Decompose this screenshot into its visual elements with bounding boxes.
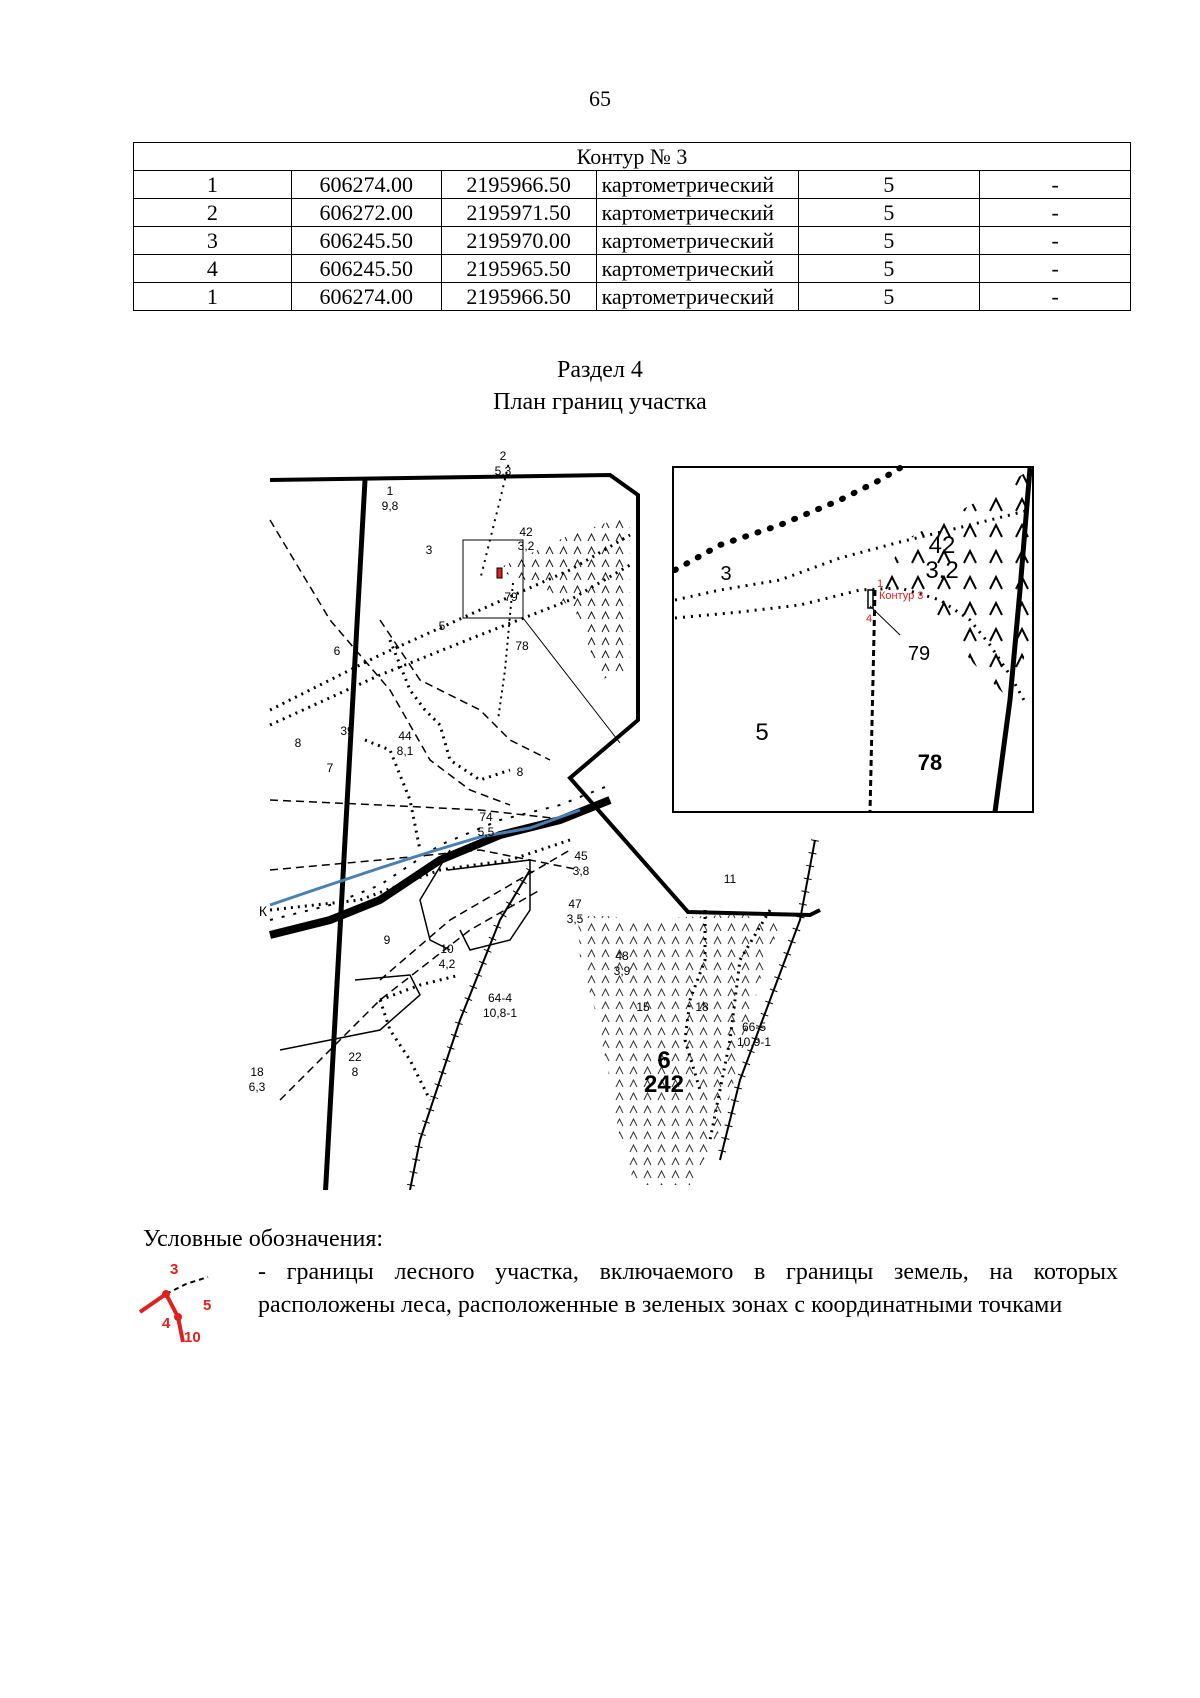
inset-quarter-area: 3,2 [925, 557, 959, 584]
quarter-area: 3,2 [517, 539, 535, 553]
coord-y: 2195966.50 [441, 171, 596, 199]
note: - [980, 199, 1131, 227]
inset-map [673, 467, 1033, 812]
method: картометрический [596, 171, 798, 199]
quarter-area: 3,9 [613, 964, 631, 978]
quarter-number: 11 [723, 872, 737, 886]
quarter-area: 8 [351, 1065, 359, 1079]
quarter-number: 8 [294, 736, 302, 750]
boundary-plan-map [180, 440, 1080, 1195]
quarter-number: 47 [568, 897, 582, 911]
quarter-area: 3,5 [566, 912, 584, 926]
quarter-number: 78 [515, 639, 529, 653]
quarter-number: 9 [383, 933, 391, 947]
coord-x: 606245.50 [291, 255, 441, 283]
note: - [980, 283, 1131, 311]
quarter-number: 18 [695, 1000, 709, 1014]
note: - [980, 171, 1131, 199]
point-number: 1 [134, 283, 292, 311]
quarter-number: 22 [348, 1050, 362, 1064]
quarter-number: 39 [340, 724, 354, 738]
point-number: 3 [134, 227, 292, 255]
coord-y: 2195965.50 [441, 255, 596, 283]
river-letter: К [258, 903, 268, 919]
boundary-legend-icon [138, 1262, 228, 1347]
quarter-number: 18 [250, 1065, 264, 1079]
quarter-number: 45 [574, 849, 588, 863]
inset-quarter-number: 3 [720, 563, 732, 585]
legend-heading: Условные обозначения: [143, 1226, 384, 1252]
quarter-area: 5,5 [477, 825, 495, 839]
inset-quarter-number: 79 [907, 643, 931, 665]
inset-quarter-number: 42 [928, 532, 956, 559]
quarter-number: 8 [516, 765, 524, 779]
coord-x: 606245.50 [291, 227, 441, 255]
quarter-area: 4,2 [438, 957, 456, 971]
note: - [980, 255, 1131, 283]
quarter-number: 64-4 [487, 991, 513, 1005]
inset-quarter-number: 78 [917, 750, 943, 775]
inset-point-label: 1 [877, 578, 884, 590]
point-number: 4 [134, 255, 292, 283]
coord-y: 2195966.50 [441, 283, 596, 311]
contour-label: Контур 3 [879, 590, 924, 602]
table-row [134, 227, 1131, 255]
table-row [134, 283, 1131, 311]
quarter-number: 48 [615, 949, 629, 963]
table-row [134, 171, 1131, 199]
coordinates-table [133, 142, 1131, 311]
quarter-area: 5,3 [494, 464, 512, 478]
section-title: Раздел 4 [557, 357, 643, 383]
kvartal-area: 242 [643, 1071, 685, 1098]
quarter-number: 1 [386, 484, 394, 498]
method: картометрический [596, 227, 798, 255]
legend-point-label: 4 [162, 1315, 171, 1332]
quarter-number: 2 [499, 449, 507, 463]
quarter-number: 5 [438, 619, 446, 633]
page-number: 65 [589, 86, 611, 111]
legend-description: - границы лесного участка, включаемого в границы земель, на которых расположены леса, расположенные в зеленых зонах с координатными точками [258, 1259, 1118, 1318]
method: картометрический [596, 283, 798, 311]
quarter-number: 66-5 [741, 1020, 767, 1034]
accuracy: 5 [798, 199, 980, 227]
contour-title: Контур № 3 [134, 143, 1131, 171]
quarter-number: 74 [479, 810, 493, 824]
table-row [134, 199, 1131, 227]
coord-x: 606274.00 [291, 171, 441, 199]
quarter-area: 6,3 [248, 1080, 266, 1094]
accuracy: 5 [798, 227, 980, 255]
legend-point-label: 3 [170, 1262, 179, 1278]
quarter-number: 10 [440, 942, 454, 956]
point-number: 1 [134, 171, 292, 199]
quarter-area: 10,9-1 [736, 1035, 772, 1049]
inset-point-label: 4 [866, 613, 873, 625]
method: картометрический [596, 255, 798, 283]
accuracy: 5 [798, 283, 980, 311]
quarter-number: 6 [333, 644, 341, 658]
table-row [134, 255, 1131, 283]
quarter-number: 44 [398, 729, 412, 743]
kvartal-number: 6 [657, 1047, 671, 1074]
quarter-area: 3,8 [572, 864, 590, 878]
legend-point-label: 5 [203, 1297, 212, 1314]
accuracy: 5 [798, 255, 980, 283]
quarter-area: 10,8-1 [482, 1006, 518, 1020]
note: - [980, 227, 1131, 255]
accuracy: 5 [798, 171, 980, 199]
coord-x: 606272.00 [291, 199, 441, 227]
point-number: 2 [134, 199, 292, 227]
section-heading [0, 354, 1200, 418]
quarter-area: 9,8 [381, 499, 399, 513]
coord-x: 606274.00 [291, 283, 441, 311]
table-title-row [134, 143, 1131, 171]
quarter-number: 3 [425, 543, 433, 557]
coord-y: 2195970.00 [441, 227, 596, 255]
quarter-area: 8,1 [396, 744, 414, 758]
quarter-number: 42 [519, 525, 533, 539]
quarter-number: 15 [636, 1000, 650, 1014]
coord-y: 2195971.50 [441, 199, 596, 227]
inset-quarter-number: 5 [755, 719, 769, 746]
legend-point-label: 10 [184, 1329, 201, 1346]
section-subtitle: План границ участка [493, 389, 707, 415]
quarter-number: 79 [504, 590, 518, 604]
quarter-number: 7 [326, 761, 334, 775]
method: картометрический [596, 199, 798, 227]
